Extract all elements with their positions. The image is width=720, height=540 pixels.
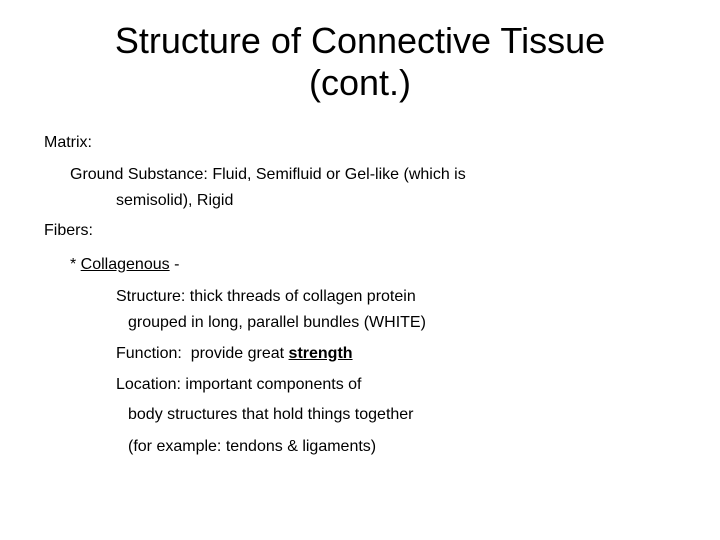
ground-substance-line-1: Ground Substance: Fluid, Semifluid or Gel-like (which is [70,166,466,183]
location-line-2: body structures that hold things together [128,406,414,423]
bullet-marker: * [70,256,81,273]
collagenous-label: Collagenous [80,256,170,273]
ground-substance-line-2: semisolid), Rigid [116,192,234,209]
fibers-label: Fibers: [44,222,93,239]
function-line [116,339,353,369]
title-line-2: (cont.) [308,62,412,103]
structure-line-2: grouped in long, parallel bundles (WHITE) [128,314,426,331]
slide-title [0,20,720,104]
matrix-label: Matrix: [44,134,92,151]
function-emphasis: strength [288,345,353,362]
location-line-3: (for example: tendons & ligaments) [128,438,377,455]
function-prefix: Function: provide great [116,345,289,362]
location-line-1: Location: important components of [116,376,362,393]
structure-line-1: Structure: thick threads of collagen protein [116,288,416,305]
collagenous-dash: - [169,256,180,273]
title-line-1: Structure of Connective Tissue [114,20,606,61]
collagenous-heading [70,250,179,280]
